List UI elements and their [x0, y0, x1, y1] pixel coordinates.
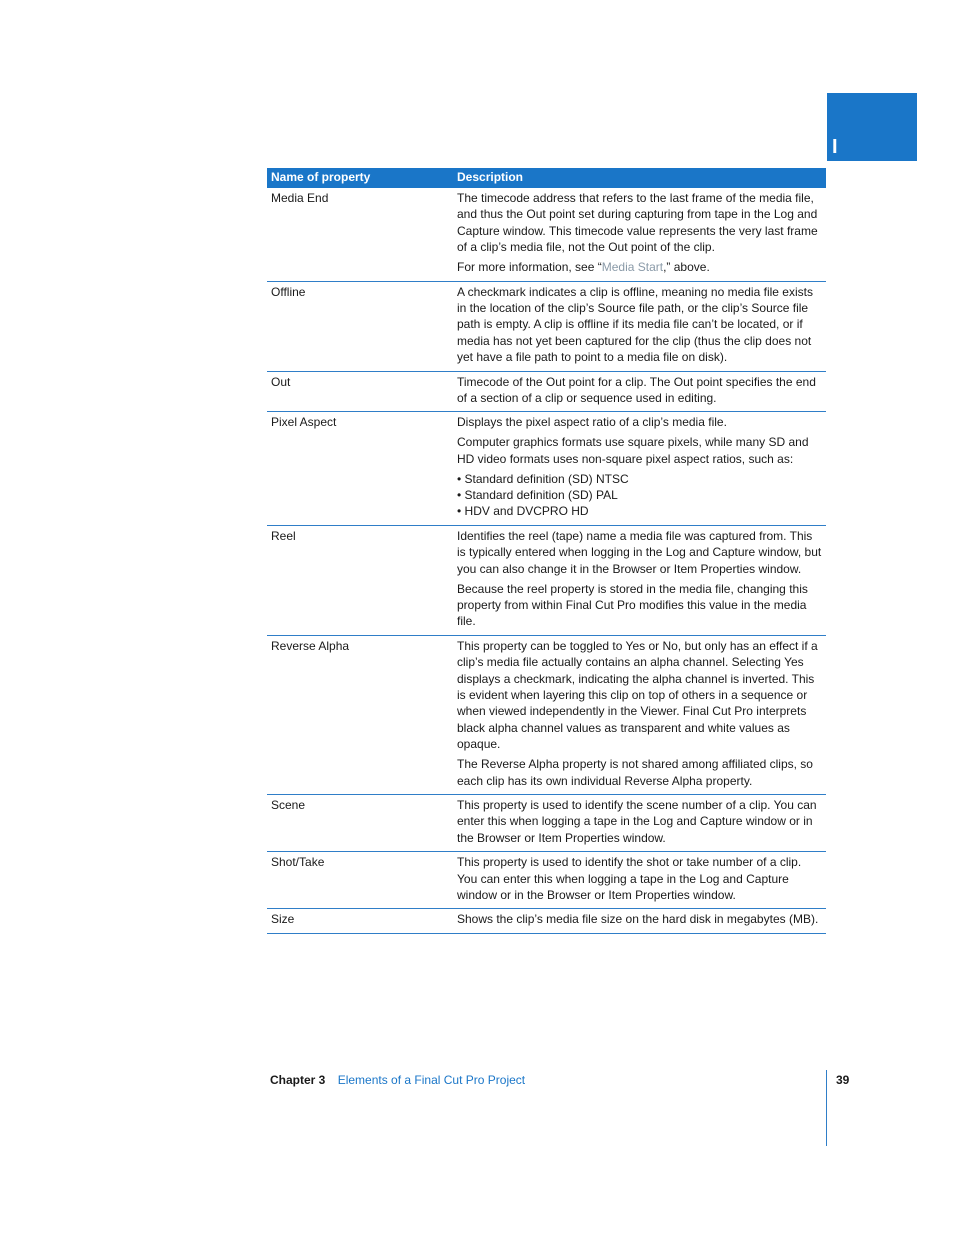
- description-paragraph: Timecode of the Out point for a clip. The Out point specifies the end of a section of a clip or sequence used in editing.: [457, 374, 816, 405]
- description-paragraph: Identifies the reel (tape) name a media file was captured from. This is typically entered when logging in the Log and Capture window, but you can also change it in the Browser or Item Properties window.: [457, 528, 822, 576]
- description-paragraph: This property can be toggled to Yes or No, but only has an effect if a clip’s media file actually contains an alpha channel. Selecting Yes displays a checkmark, indicating the alpha channel is inverted. This is evident when layering this clip on top of others in a sequence or when viewed independently in the Viewer. Final Cut Pro interprets black alpha channel values as transparent and white values as opaque.: [457, 638, 818, 752]
- description-paragraph: Because the reel property is stored in the media file, changing this property from within Final Cut Pro modifies this value in the media file.: [457, 581, 808, 629]
- description-paragraph: The timecode address that refers to the last frame of the media file, and thus the Out point set during capturing from tape in the Log and Capture window. This timecode value represents the very last frame of a clip’s media file, not the Out point of the clip.: [457, 191, 818, 255]
- page-footer: [270, 1073, 525, 1087]
- property-description: [453, 794, 826, 851]
- property-name: Pixel Aspect: [267, 412, 453, 525]
- property-description: [453, 371, 826, 412]
- footer-chapter-label: Chapter 3: [270, 1073, 326, 1087]
- table-row: [267, 525, 826, 635]
- footer-chapter-title-link[interactable]: Elements of a Final Cut Pro Project: [337, 1073, 526, 1087]
- table-header-row: [267, 168, 826, 188]
- description-paragraph: A checkmark indicates a clip is offline, meaning no media file exists in the location of the clip’s Source file path, or the clip’s Source file path is empty. A clip is offline if its media file can’t be located, or if media has not yet been captured for the clip (thus the clip does not yet have a file path to point to a media file on disk).: [457, 284, 813, 365]
- property-name: Size: [267, 909, 453, 933]
- description-paragraph: This property is used to identify the scene number of a clip. You can enter this when logging a tape in the Log and Capture window or in the Browser or Item Properties window.: [457, 797, 817, 845]
- description-paragraph: Shows the clip’s media file size on the hard disk in megabytes (MB).: [457, 912, 819, 927]
- property-name: Offline: [267, 281, 453, 371]
- bullet-list: [457, 471, 822, 520]
- table-row: [267, 635, 826, 794]
- chapter-tab: [827, 93, 917, 161]
- property-description: [453, 281, 826, 371]
- table-row: [267, 188, 826, 281]
- more-info-paragraph: [457, 259, 822, 275]
- property-name: Shot/Take: [267, 852, 453, 909]
- table-row: [267, 281, 826, 371]
- more-info-prefix: For more information, see “: [457, 260, 602, 275]
- table-row: [267, 371, 826, 412]
- property-name: Reverse Alpha: [267, 635, 453, 794]
- property-name: Media End: [267, 188, 453, 281]
- description-paragraph: The Reverse Alpha property is not shared among affiliated clips, so each clip has its own individual Reverse Alpha property.: [457, 757, 813, 788]
- property-table: [267, 168, 826, 934]
- bullet-item: • Standard definition (SD) NTSC: [457, 471, 822, 487]
- description-paragraph: Computer graphics formats use square pixels, while many SD and HD video formats uses non-square pixel aspect ratios, such as:: [457, 435, 809, 466]
- property-description: [453, 635, 826, 794]
- property-description: [453, 909, 826, 933]
- property-name: Scene: [267, 794, 453, 851]
- property-name: Out: [267, 371, 453, 412]
- bullet-item: • Standard definition (SD) PAL: [457, 487, 822, 503]
- property-name: Reel: [267, 525, 453, 635]
- table-row: [267, 794, 826, 851]
- property-description: [453, 852, 826, 909]
- chapter-tab-letter: I: [832, 136, 838, 158]
- header-description: Description: [453, 168, 826, 188]
- more-info-suffix: ,” above.: [663, 260, 710, 275]
- page-number: 39: [836, 1073, 850, 1087]
- table-row: [267, 412, 826, 525]
- table-row: [267, 909, 826, 933]
- property-description: [453, 525, 826, 635]
- header-name-of-property: Name of property: [267, 168, 453, 188]
- media-start-link[interactable]: Media Start: [601, 260, 664, 275]
- property-description: [453, 188, 826, 281]
- property-description: [453, 412, 826, 525]
- bullet-item: • HDV and DVCPRO HD: [457, 503, 822, 519]
- table-body: [267, 188, 826, 933]
- description-paragraph: Displays the pixel aspect ratio of a clip’s media file.: [457, 415, 727, 430]
- footer-divider: [826, 1070, 827, 1146]
- table-row: [267, 852, 826, 909]
- description-paragraph: This property is used to identify the shot or take number of a clip. You can enter this when logging a tape in the Log and Capture window or in the Browser or Item Properties window.: [457, 855, 802, 902]
